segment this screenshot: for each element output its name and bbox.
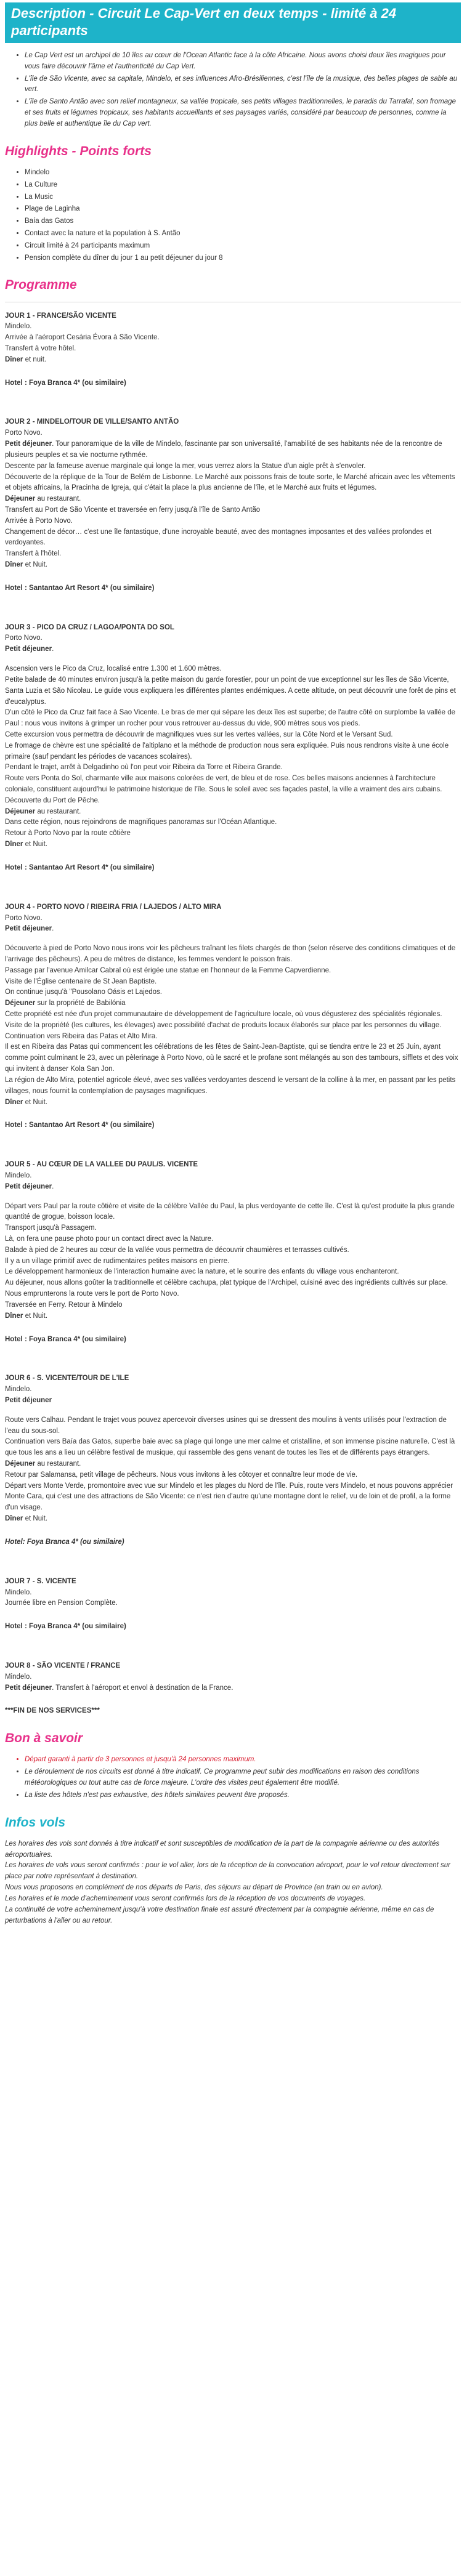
- day-line: [5, 1182, 461, 1193]
- day-line-text: et Nuit.: [23, 841, 48, 849]
- programme-heading: Programme: [5, 278, 77, 293]
- day-line-text: au restaurant.: [35, 807, 81, 815]
- day-line: [5, 494, 461, 505]
- spacer: [5, 1193, 461, 1201]
- day-line: Cette excursion vous permettra de découvrir de magnifiques vues sur les vertes vallées, sur la Côte Nord et le Versant Sud.: [5, 730, 393, 738]
- day-line: Le fromage de chèvre est une spécialité de l'altiplano et la méthode de production nous sera expliquée. Puis nous rendrons visite à une école primaire (sauf pendant les périodes de vacances scolaires).: [5, 741, 449, 761]
- day-line: Départ vers Paul par la route côtière et visite de la célèbre Vallée du Paul, la plus verdoyante de cette île. C'est là qu'est produite la plus grande quantité de grogue, boisson locale.: [5, 1202, 455, 1221]
- day-location: Porto Novo.: [5, 914, 43, 922]
- day-line: [5, 924, 461, 935]
- day-line-text: et Nuit.: [23, 1312, 48, 1320]
- meal-label: Dîner: [5, 1515, 23, 1523]
- day-line: [5, 439, 461, 461]
- day-7: [5, 1577, 461, 1633]
- day-4: [5, 902, 461, 1131]
- highlight-item: • Mindelo: [25, 168, 461, 179]
- day-hotel: Hotel : Santantao Art Resort 4* (ou similaire): [5, 1121, 155, 1129]
- meal-label: Déjeuner: [5, 495, 36, 503]
- day-line: Découverte de la réplique de la Tour de Belém de Lisbonne. Le Marché aux poissons frais de toute sorte, le Marché africain avec les vêtements et objets africains, la Pracinha de Igreja, qui c'était la place la plus ancienne de l'île, et le Marché aux fruits et légumes.: [5, 473, 455, 492]
- day-line: [5, 1311, 461, 1322]
- day-title: JOUR 8 - SÃO VICENTE / FRANCE: [5, 1661, 121, 1670]
- day-line: Arrivée à l'aéroport Cesária Évora à São Vicente.: [5, 334, 160, 342]
- day-line: [5, 355, 461, 366]
- spacer: [5, 655, 461, 664]
- day-line: Arrivée à Porto Novo.: [5, 517, 73, 525]
- day-line: [5, 1097, 461, 1108]
- day-line: Route vers Calhau. Pendant le trajet vous pouvez apercevoir diverses usines qui se dressent des moulins à vents utilisés pour l'extraction de l'eau du sous-sol.: [5, 1416, 447, 1435]
- day-line: [5, 644, 461, 655]
- meal-label: Déjeuner: [5, 807, 36, 815]
- day-line: Pendant le trajet, arrêt à Delgadinho où l'on peut voir Ribeira da Torre et Ribeira Grande.: [5, 764, 283, 772]
- day-line-text: . Tour panoramique de la ville de Mindelo, fascinante par son universalité, l'amabilité de ses habitants née de la rencontre de plusieurs peuples et sa vie nocturne rythmée.: [5, 440, 442, 459]
- day-line: Changement de décor… c'est une île fantastique, d'une incroyable beauté, avec des montagnes imposantes et des vallées profondes et verdoyantes.: [5, 528, 432, 547]
- vols-line: Nous vous proposons en complément de nos départs de Paris, des séjours au départ de Province (en train ou en avion).: [5, 1884, 383, 1892]
- day-3: [5, 623, 461, 874]
- day-line: [5, 560, 461, 571]
- savoir-heading: Bon à savoir: [5, 1731, 83, 1746]
- end-of-services: ***FIN DE NOS SERVICES***: [5, 1707, 100, 1715]
- day-line: Continuation vers Baía das Gatos, superbe baie avec sa plage qui longe une mer calme et cristalline, et son immense piscine naturelle. C'est là que tous les ans a lieu un célèbre festival de musique, qui rassemble des gens venant de toutes les îles et de différents pays étrangers.: [5, 1438, 455, 1457]
- day-location: Mindelo.: [5, 323, 32, 331]
- day-location: Mindelo.: [5, 1673, 32, 1681]
- day-line-text: et Nuit.: [23, 1515, 48, 1523]
- day-line: On continue jusqu'à "Pousolano Oásis et Lajedos.: [5, 988, 162, 996]
- day-1: [5, 311, 461, 389]
- vols-line: Les horaires des vols sont donnés à titre indicatif et sont susceptibles de modification de la part de la compagnie aérienne ou des autorités aéroportuaires.: [5, 1839, 440, 1859]
- day-title: JOUR 3 - PICO DA CRUZ / LAGOA/PONTA DO SOL: [5, 623, 174, 631]
- meal-label: Déjeuner: [5, 1460, 36, 1468]
- day-line: [5, 1459, 461, 1470]
- highlight-item: • Baía das Gatos: [25, 216, 461, 227]
- day-line-text: au restaurant.: [35, 495, 81, 503]
- meal-label: Petit déjeuner: [5, 645, 52, 653]
- day-line-text: .: [52, 645, 54, 653]
- day-line: Cette propriété est née d'un projet communautaire de développement de l'agriculture locale, où vous dégusterez des spécialités régionales. Visite de la propriété (les cultures, les élevages) avec possibilité d'achat de produits locaux élaborés sur place par les personnes du village.: [5, 1011, 442, 1029]
- meal-label: Petit déjeuner: [5, 440, 52, 448]
- meal-label: Petit déjeuner: [5, 925, 52, 933]
- day-hotel: Hotel : Foya Branca 4* (ou similaire): [5, 1335, 126, 1343]
- day-title: JOUR 4 - PORTO NOVO / RIBEIRA FRIA / LAJEDOS / ALTO MIRA: [5, 903, 222, 911]
- highlight-item: • Circuit limité à 24 participants maximum: [25, 241, 461, 252]
- day-line: Découverte du Port de Pêche.: [5, 796, 100, 804]
- day-line-text: au restaurant.: [35, 1460, 81, 1468]
- day-hotel: Hotel : Santantao Art Resort 4* (ou similaire): [5, 863, 155, 871]
- day-line: Retour par Salamansa, petit village de pêcheurs. Nous vous invitons à les côtoyer et connaître leur mode de vie.: [5, 1471, 358, 1479]
- day-title: JOUR 1 - FRANCE/SÃO VICENTE: [5, 312, 116, 320]
- day-line: La région de Alto Mira, potentiel agricole élevé, avec ses vallées verdoyantes descend le versant de la colline à la mer, en passant par les petits villages, nous fournit la contemplation de paysages magnifiques.: [5, 1076, 456, 1095]
- day-line: Nous emprunterons la route vers le port de Porto Novo.: [5, 1290, 179, 1298]
- meal-label: Petit déjeuner: [5, 1182, 52, 1190]
- day-line: Découverte à pied de Porto Novo nous irons voir les pêcheurs traînant les filets chargés de thon (selon réserve des conditions climatiques et de l'arrivage des pêcheurs). A peu de mètres de distance, les femmes vendent le poisson frais.: [5, 945, 456, 963]
- highlight-item: • Plage de Laginha: [25, 204, 461, 215]
- day-line: Au déjeuner, nous allons goûter la traditionnelle et célèbre cachupa, plat typique de l'Archipel, cuisiné avec des ingrédients cultivés sur place.: [5, 1279, 448, 1287]
- meal-label: Petit déjeuner: [5, 1684, 52, 1692]
- day-line: Visite de l'Église centenaire de St Jean Baptiste.: [5, 977, 157, 985]
- day-title: JOUR 6 - S. VICENTE/TOUR DE L'ILE: [5, 1375, 129, 1383]
- savoir-item: • Le déroulement de nos circuits est donné à titre indicatif. Ce programme peut subir des modifications en raison des conditions météorologiques ou tout autre cas de force majeure. L'ordre des visites peut également être modifié.: [25, 1767, 461, 1789]
- day-line: Petite balade de 40 minutes environ jusqu'à la petite maison du garde forestier, pour un point de vue exceptionnel sur les îles de São Vicente, Santa Luzia et São Nicolau. Le guide vous expliquera les différentes plantes endémiques. A cette altitude, on peut découvrir une forêt de pins et d'eucalyptus.: [5, 676, 456, 706]
- day-line: [5, 807, 461, 818]
- day-line: Transport jusqu'à Passagem.: [5, 1224, 97, 1232]
- day-line-text: et Nuit.: [23, 1098, 48, 1106]
- day-line: Retour à Porto Novo par la route côtière: [5, 830, 131, 838]
- meal-label: Petit déjeuner: [5, 1396, 52, 1404]
- day-location: Mindelo.: [5, 1386, 32, 1394]
- day-line: [5, 1514, 461, 1525]
- day-line: Traversée en Ferry. Retour à Mindelo: [5, 1301, 123, 1309]
- day-line: Continuation vers Ribeira das Patas et Alto Mira.: [5, 1032, 158, 1040]
- intro-item: • L'île de São Vicente, avec sa capitale, Mindelo, et ses influences Afro-Brésiliennes, c'est l'île de la musique, des belles plages de sable au vert.: [25, 74, 461, 96]
- spacer: [5, 1407, 461, 1415]
- day-title: JOUR 5 - AU CŒUR DE LA VALLEE DU PAUL/S. VICENTE: [5, 1161, 198, 1169]
- highlight-item: • Contact avec la nature et la population à S. Antão: [25, 228, 461, 240]
- day-title: JOUR 2 - MINDELO/TOUR DE VILLE/SANTO ANTÃO: [5, 418, 179, 426]
- day-line: Transfert à votre hôtel.: [5, 345, 76, 352]
- day-line: Passage par l'avenue Amilcar Cabral où est érigée une statue en l'honneur de la Femme Capverdienne.: [5, 966, 331, 974]
- day-line: Le développement harmonieux de l'interaction humaine avec la nature, et le sourire des enfants du village vous enchanteront.: [5, 1268, 399, 1276]
- day-line-text: .: [52, 925, 54, 933]
- day-line: Il y a un village primitif avec de rudimentaires petites maisons en pierre.: [5, 1257, 230, 1265]
- highlight-item: • La Music: [25, 192, 461, 203]
- day-location: Porto Novo.: [5, 429, 43, 437]
- day-location: Mindelo.: [5, 1588, 32, 1596]
- day-location: Mindelo.: [5, 1171, 32, 1179]
- day-hotel: Hotel : Santantao Art Resort 4* (ou similaire): [5, 584, 155, 592]
- day-line: [5, 1395, 461, 1407]
- day-line: [5, 1683, 461, 1694]
- day-line: Transfert à l'hôtel.: [5, 550, 62, 558]
- intro-item: • L'île de Santo Antão avec son relief montagneux, sa vallée tropicale, ses petits villages traditionnelles, le paradis du Tarrafal, son fromage et ses fruits et légumes tropicaux, ses habitants accueillants et ses paysages variés, considéré par beaucoup de personnes, comme la plus belle et authentique île du Cap vert.: [25, 97, 461, 129]
- savoir-item-guarantee: • Départ garanti à partir de 3 personnes et jusqu'à 24 personnes maximum.: [25, 1754, 461, 1766]
- meal-label: Dîner: [5, 1098, 23, 1106]
- highlights-list: [5, 168, 461, 264]
- day-line: Il est en Ribeira das Patas qui commencent les célébrations de les fêtes de Saint-Jean-Baptiste, qui se tiendra entre le 23 et 25 Juin, ayant comme point culminant le 23, avec un pèlerinage à Porto Novo, où le sacré et le profane sont mélangés au son des tambours, sifflets et des voix qui invitent à danser Kola San Jon.: [5, 1043, 458, 1073]
- meal-label: Dîner: [5, 1312, 23, 1320]
- day-line: Dans cette région, nous rejoindrons de magnifiques panoramas sur l'Océan Atlantique.: [5, 818, 277, 826]
- vols-line: La continuité de votre acheminement jusqu'à votre destination finale est assuré directement par la compagnie aérienne, même en cas de perturbations à l'aller ou au retour.: [5, 1905, 434, 1924]
- day-line: Journée libre en Pension Complète.: [5, 1599, 118, 1607]
- day-location: Porto Novo.: [5, 634, 43, 642]
- vols-line: Les horaires et le mode d'acheminement vous seront confirmés lors de la réception de vos documents de voyages.: [5, 1894, 366, 1902]
- day-8: [5, 1661, 461, 1717]
- meal-label: Dîner: [5, 841, 23, 849]
- day-5: [5, 1160, 461, 1345]
- day-line: Transfert au Port de São Vicente et traversée en ferry jusqu'à l'île de Santo Antão: [5, 506, 261, 514]
- vols-heading: Infos vols: [5, 1815, 66, 1830]
- meal-label: Dîner: [5, 355, 23, 363]
- day-line: [5, 998, 461, 1009]
- highlight-item: • Pension complète du dîner du jour 1 au petit déjeuner du jour 8: [25, 253, 461, 264]
- meal-label: Déjeuner: [5, 999, 36, 1007]
- day-line-text: .: [52, 1182, 54, 1190]
- page-title-banner: [5, 2, 461, 43]
- day-hotel: Hotel : Foya Branca 4* (ou similaire): [5, 379, 126, 387]
- day-title: JOUR 7 - S. VICENTE: [5, 1577, 76, 1585]
- programme-days: [5, 311, 461, 1718]
- vols-line: Les horaires de vols vous seront confirmés : pour le vol aller, lors de la réception de la convocation aéroport, pour le vol retour directement sur place par notre représentant à destination.: [5, 1862, 450, 1881]
- intro-item: • Le Cap Vert est un archipel de 10 îles au cœur de l'Ocean Atlantic face à la côte Africaine. Nous avons choisi deux îles magiques pour vous faire découvrir l'âme et l'authenticité du Cap Vert.: [25, 50, 461, 73]
- day-6: [5, 1373, 461, 1548]
- day-line-text: . Transfert à l'aéroport et envol à destination de la France.: [52, 1684, 234, 1692]
- vols-section: [5, 1839, 461, 1927]
- day-line: Route vers Ponta do Sol, charmante ville aux maisons colorées de vert, de bleu et de rose. Ces belles maisons anciennes à l'architecture coloniale, constituent aujourd'hui le patrimoine historique de l'île. Sous le soleil avec ses façades pastel, la ville a vraiment des airs cubains.: [5, 775, 442, 793]
- day-line: Départ vers Monte Verde, promontoire avec vue sur Mindelo et les plages du Nord de l'île. Puis, route vers Mindelo, et nous pouvons apprécier Monte Cara, qui c'est une des attractions de São Vicente: ce n'est rien d'autre qu'une montagne dont le relief, vu de loin et de profil, a la forme d'un visage.: [5, 1482, 453, 1512]
- day-line-text: sur la propriété de Babilónia: [35, 999, 126, 1007]
- savoir-list: [5, 1754, 461, 1801]
- day-line: Descente par la fameuse avenue marginale qui longe la mer, vous verrez alors la Statue d'un aigle prêt à s'envoler.: [5, 462, 366, 470]
- day-line: D'un côté le Pico da Cruz fait face à Sao Vicente. Le bras de mer qui sépare les deux îles est superbe; de l'autre côté on surplombe la vallée de Paul : nous vous invitons à grimper un rocher pour vous retrouver au-dessus du vide, 900 mètres sous vos pieds.: [5, 709, 456, 728]
- highlight-item: • La Culture: [25, 180, 461, 191]
- day-line-text: et nuit.: [23, 355, 47, 363]
- day-line: [5, 839, 461, 850]
- day-hotel: Hotel: Foya Branca 4* (ou similaire): [5, 1538, 124, 1546]
- day-hotel: Hotel : Foya Branca 4* (ou similaire): [5, 1623, 126, 1631]
- intro-list: [5, 50, 461, 130]
- meal-label: Dîner: [5, 561, 23, 568]
- day-2: [5, 417, 461, 594]
- day-line: Ascension vers le Pico da Cruz, localisé entre 1.300 et 1.600 mètres.: [5, 665, 222, 673]
- day-line-text: et Nuit.: [23, 561, 48, 568]
- highlights-heading: Highlights - Points forts: [5, 143, 152, 158]
- spacer: [5, 935, 461, 943]
- day-line: Balade à pied de 2 heures au cœur de la vallée vous permettra de découvrir chaumières et terrasses cultivés.: [5, 1246, 349, 1254]
- page-title: Description - Circuit Le Cap-Vert en deux temps - limité à 24 participants: [11, 6, 397, 38]
- day-line: Là, on fera une pause photo pour un contact direct avec la Nature.: [5, 1235, 214, 1243]
- savoir-item: • La liste des hôtels n'est pas exhaustive, des hôtels similaires peuvent être proposés.: [25, 1790, 461, 1801]
